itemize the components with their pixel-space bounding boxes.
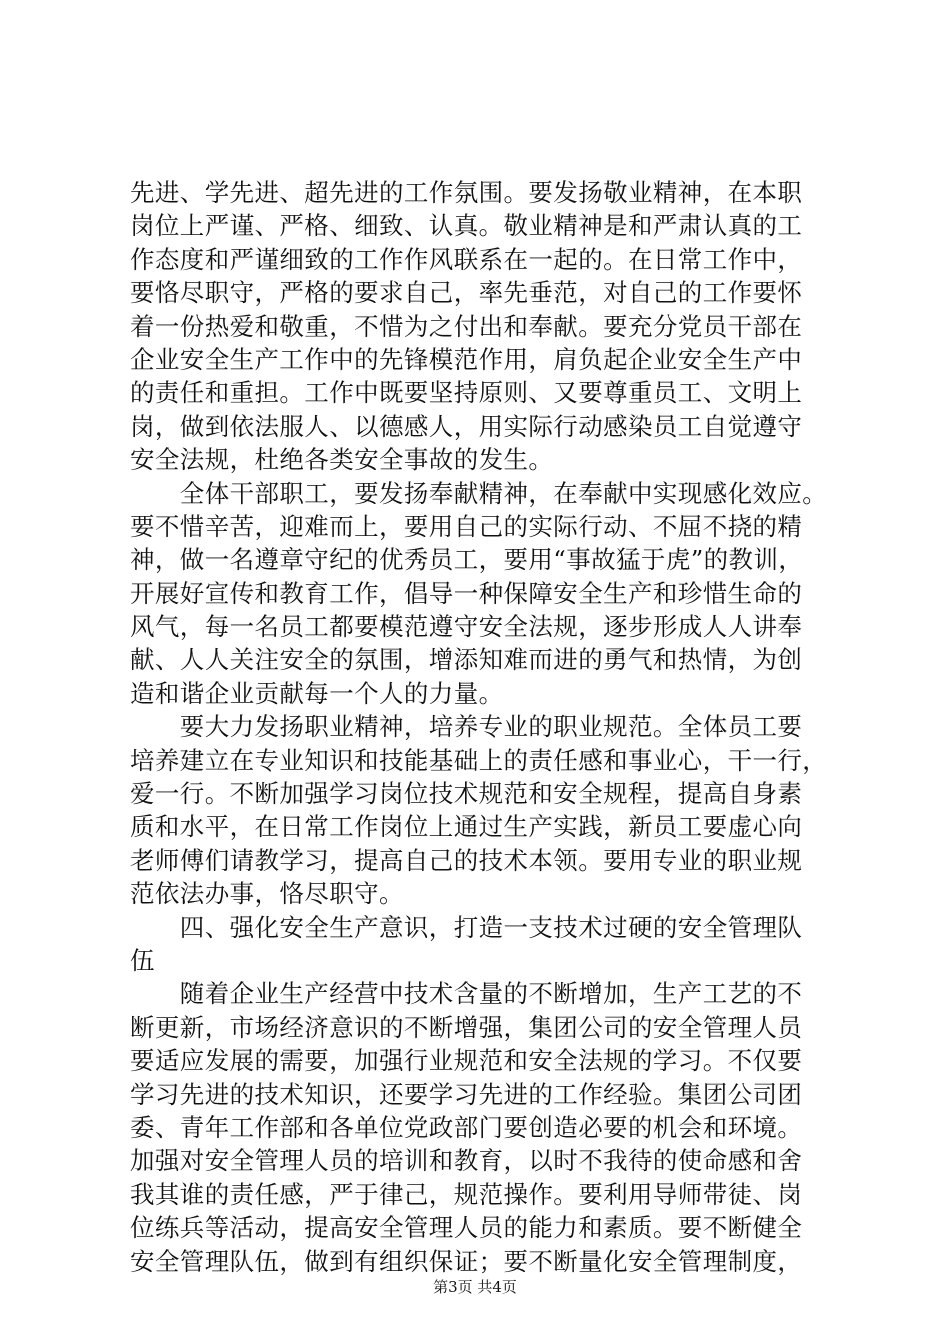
text-line: 要恪尽职守，严格的要求自己，率先垂范，对自己的工作要怀	[130, 278, 803, 308]
text-line: 学习先进的技术知识，还要学习先进的工作经验。集团公司团	[130, 1079, 803, 1109]
text-line: 作态度和严谨细致的工作作风联系在一起的。在日常工作中，	[130, 244, 803, 274]
text-line: 的责任和重担。工作中既要坚持原则、又要尊重员工、文明上	[130, 378, 803, 408]
document-body	[130, 176, 830, 1278]
page-footer: 第3页 共4页	[433, 1278, 517, 1296]
text-line: 四、强化安全生产意识，打造一支技术过硬的安全管理队	[130, 912, 803, 942]
text-line: 安全管理队伍，做到有组织保证；要不断量化安全管理制度，	[130, 1246, 803, 1276]
text-line: 全体干部职工，要发扬奉献精神，在奉献中实现感化效应。	[130, 478, 828, 508]
text-line: 安全法规，杜绝各类安全事故的发生。	[130, 445, 554, 475]
text-line: 要大力发扬职业精神，培养专业的职业规范。全体员工要	[130, 712, 803, 742]
text-line: 培养建立在专业知识和技能基础上的责任感和事业心，干一行，	[130, 745, 828, 775]
text-line: 要适应发展的需要，加强行业规范和安全法规的学习。不仅要	[130, 1046, 803, 1076]
text-line: 风气，每一名员工都要模范遵守安全法规，逐步形成人人讲奉	[130, 612, 803, 642]
text-line: 范依法办事，恪尽职守。	[130, 879, 404, 909]
text-line: 我其谁的责任感，严于律己，规范操作。要利用导师带徒、岗	[130, 1179, 803, 1209]
text-line: 随着企业生产经营中技术含量的不断增加，生产工艺的不	[130, 979, 803, 1009]
text-line: 岗位上严谨、严格、细致、认真。敬业精神是和严肃认真的工	[130, 211, 803, 241]
text-line: 老师傅们请教学习，提高自己的技术本领。要用专业的职业规	[130, 845, 803, 875]
text-line: 岗，做到依法服人、以德感人，用实际行动感染员工自觉遵守	[130, 411, 803, 441]
text-line: 委、青年工作部和各单位党政部门要创造必要的机会和环境。	[130, 1112, 803, 1142]
text-line: 伍	[130, 945, 155, 975]
text-line: 要不惜辛苦，迎难而上，要用自己的实际行动、不屈不挠的精	[130, 511, 803, 541]
text-line: 献、人人关注安全的氛围，增添知难而进的勇气和热情，为创	[130, 645, 803, 675]
text-line: 先进、学先进、超先进的工作氛围。要发扬敬业精神，在本职	[130, 178, 803, 207]
text-line: 神，做一名遵章守纪的优秀员工，要用“事故猛于虎”的教训，	[130, 545, 804, 575]
text-line: 位练兵等活动，提高安全管理人员的能力和素质。要不断健全	[130, 1213, 803, 1243]
text-line: 加强对安全管理人员的培训和教育，以时不我待的使命感和舍	[130, 1146, 803, 1176]
text-line: 爱一行。不断加强学习岗位技术规范和安全规程，提高自身素	[130, 779, 803, 809]
text-line: 质和水平，在日常工作岗位上通过生产实践，新员工要虚心向	[130, 812, 803, 842]
text-line: 造和谐企业贡献每一个人的力量。	[130, 678, 504, 708]
text-line: 开展好宣传和教育工作，倡导一种保障安全生产和珍惜生命的	[130, 578, 803, 608]
text-line: 企业安全生产工作中的先锋模范作用，肩负起企业安全生产中	[130, 344, 803, 374]
text-line: 断更新，市场经济意识的不断增强，集团公司的安全管理人员	[130, 1012, 803, 1042]
text-line: 着一份热爱和敬重，不惜为之付出和奉献。要充分党员干部在	[130, 311, 803, 341]
